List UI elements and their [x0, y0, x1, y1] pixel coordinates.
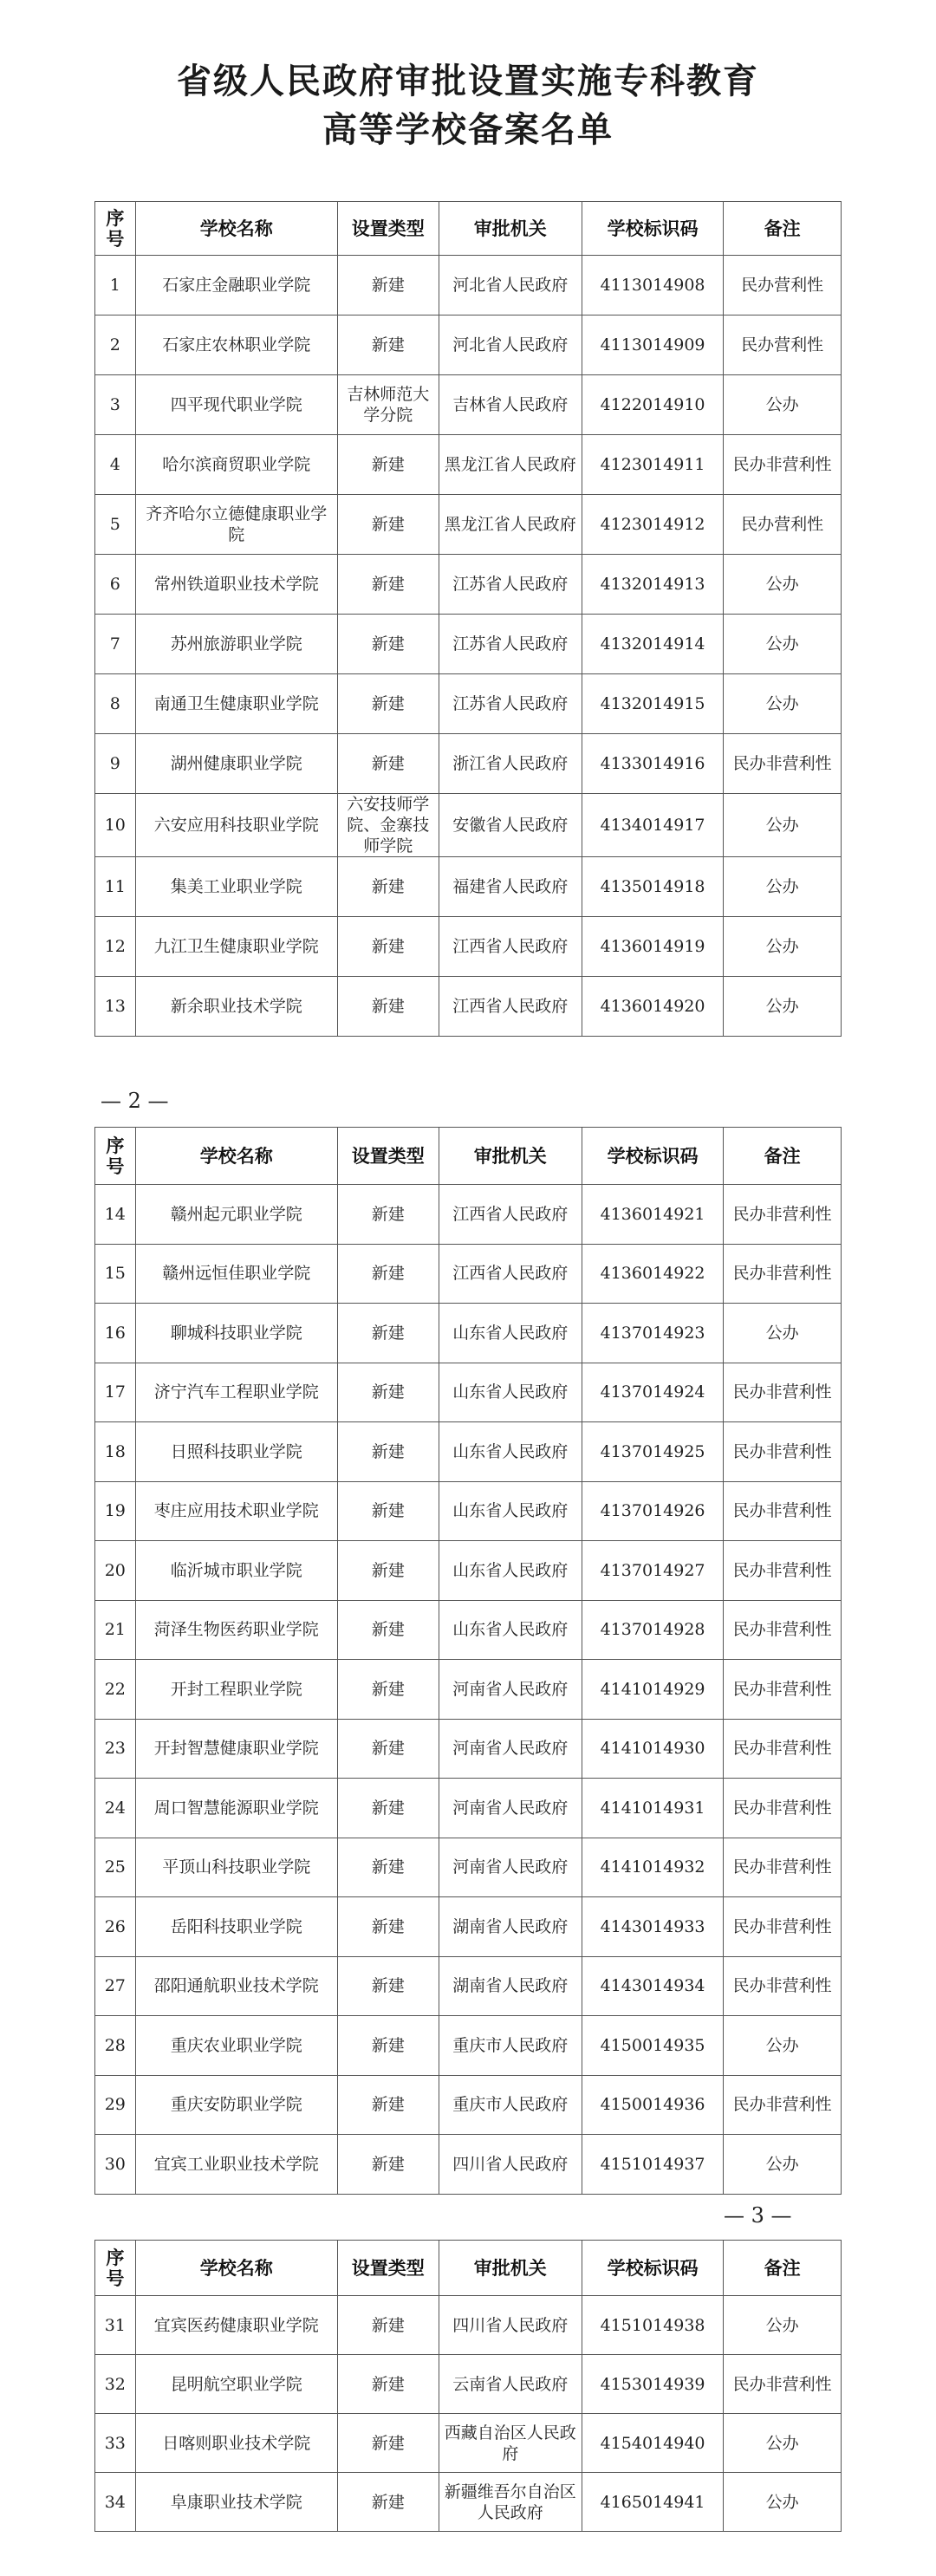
cell-approval-authority: 江西省人民政府 [439, 1185, 582, 1245]
cell-school-name: 六安应用科技职业学院 [135, 794, 337, 857]
table-header [95, 2241, 842, 2296]
header-type: 设置类型 [337, 202, 439, 256]
cell-school-code: 4137014927 [582, 1541, 723, 1601]
cell-school-code: 4143014933 [582, 1897, 723, 1957]
header-code: 学校标识码 [582, 202, 723, 256]
school-table-page-3 [94, 2240, 842, 2532]
header-code: 学校标识码 [582, 1128, 723, 1185]
cell-seq: 7 [95, 615, 136, 674]
cell-school-name: 临沂城市职业学院 [135, 1541, 337, 1601]
table-row [95, 1304, 842, 1363]
table-row [95, 2135, 842, 2195]
cell-seq: 23 [95, 1719, 136, 1779]
cell-seq: 25 [95, 1838, 136, 1897]
cell-approval-authority: 西藏自治区人民政府 [439, 2414, 582, 2473]
cell-setup-type: 新建 [337, 674, 439, 734]
cell-school-code: 4135014918 [582, 857, 723, 917]
cell-approval-authority: 山东省人民政府 [439, 1422, 582, 1482]
page-number-3: — 3 — [724, 2203, 792, 2228]
cell-approval-authority: 江西省人民政府 [439, 917, 582, 977]
cell-setup-type: 新建 [337, 857, 439, 917]
cell-remark: 民办非营利性 [724, 1481, 842, 1541]
cell-remark: 民办非营利性 [724, 1185, 842, 1245]
document-title-line1: 省级人民政府审批设置实施专科教育 [177, 62, 759, 101]
cell-approval-authority: 江苏省人民政府 [439, 555, 582, 615]
cell-remark: 公办 [724, 794, 842, 857]
table-row [95, 734, 842, 794]
cell-seq: 29 [95, 2075, 136, 2135]
cell-remark: 民办非营利性 [724, 1600, 842, 1660]
cell-school-name: 阜康职业技术学院 [135, 2473, 337, 2532]
cell-setup-type: 新建 [337, 2016, 439, 2076]
table-row [95, 2414, 842, 2473]
cell-remark: 民办营利性 [724, 495, 842, 555]
table-row [95, 1363, 842, 1422]
cell-school-name: 新余职业技术学院 [135, 977, 337, 1037]
cell-school-name: 常州铁道职业技术学院 [135, 555, 337, 615]
cell-setup-type: 新建 [337, 1838, 439, 1897]
cell-remark: 民办非营利性 [724, 1897, 842, 1957]
cell-seq: 1 [95, 256, 136, 315]
cell-school-name: 集美工业职业学院 [135, 857, 337, 917]
cell-school-code: 4141014929 [582, 1660, 723, 1720]
cell-approval-authority: 重庆市人民政府 [439, 2016, 582, 2076]
cell-school-code: 4150014935 [582, 2016, 723, 2076]
cell-seq: 31 [95, 2296, 136, 2355]
table-row [95, 315, 842, 375]
cell-setup-type: 新建 [337, 435, 439, 495]
header-code: 学校标识码 [582, 2241, 723, 2296]
table-row [95, 1244, 842, 1304]
cell-seq: 22 [95, 1660, 136, 1720]
cell-school-name: 日照科技职业学院 [135, 1422, 337, 1482]
table-row [95, 495, 842, 555]
table-row [95, 2075, 842, 2135]
cell-seq: 12 [95, 917, 136, 977]
cell-remark: 公办 [724, 2414, 842, 2473]
cell-school-code: 4134014917 [582, 794, 723, 857]
cell-approval-authority: 新疆维吾尔自治区人民政府 [439, 2473, 582, 2532]
cell-approval-authority: 浙江省人民政府 [439, 734, 582, 794]
cell-setup-type: 新建 [337, 2355, 439, 2414]
cell-school-name: 枣庄应用技术职业学院 [135, 1481, 337, 1541]
cell-school-name: 昆明航空职业学院 [135, 2355, 337, 2414]
cell-seq: 27 [95, 1956, 136, 2016]
cell-school-name: 重庆农业职业学院 [135, 2016, 337, 2076]
cell-seq: 4 [95, 435, 136, 495]
cell-school-name: 南通卫生健康职业学院 [135, 674, 337, 734]
table-row [95, 375, 842, 435]
cell-setup-type: 新建 [337, 1660, 439, 1720]
cell-setup-type: 新建 [337, 495, 439, 555]
cell-school-name: 石家庄金融职业学院 [135, 256, 337, 315]
cell-school-name: 宜宾医药健康职业学院 [135, 2296, 337, 2355]
header-name: 学校名称 [135, 1128, 337, 1185]
cell-school-code: 4153014939 [582, 2355, 723, 2414]
table-row [95, 256, 842, 315]
document-title-line2: 高等学校备案名单 [322, 110, 614, 150]
cell-school-name: 九江卫生健康职业学院 [135, 917, 337, 977]
cell-seq: 6 [95, 555, 136, 615]
cell-approval-authority: 江苏省人民政府 [439, 674, 582, 734]
cell-school-code: 4136014921 [582, 1185, 723, 1245]
cell-setup-type: 新建 [337, 977, 439, 1037]
table-row [95, 2296, 842, 2355]
school-table-page-2 [94, 1127, 842, 2195]
cell-setup-type: 新建 [337, 1244, 439, 1304]
table-row [95, 674, 842, 734]
cell-setup-type: 六安技师学院、金寨技师学院 [337, 794, 439, 857]
cell-approval-authority: 江苏省人民政府 [439, 615, 582, 674]
cell-setup-type: 新建 [337, 2296, 439, 2355]
cell-seq: 18 [95, 1422, 136, 1482]
cell-approval-authority: 河北省人民政府 [439, 256, 582, 315]
cell-approval-authority: 山东省人民政府 [439, 1600, 582, 1660]
cell-remark: 公办 [724, 2473, 842, 2532]
header-seq: 序号 [95, 1128, 136, 1185]
cell-setup-type: 新建 [337, 734, 439, 794]
cell-remark: 民办非营利性 [724, 1363, 842, 1422]
cell-school-code: 4137014926 [582, 1481, 723, 1541]
cell-school-name: 宜宾工业职业技术学院 [135, 2135, 337, 2195]
cell-school-code: 4123014911 [582, 435, 723, 495]
table-row [95, 1600, 842, 1660]
table-row [95, 1719, 842, 1779]
cell-seq: 10 [95, 794, 136, 857]
cell-school-code: 4132014915 [582, 674, 723, 734]
cell-remark: 民办非营利性 [724, 1244, 842, 1304]
cell-remark: 民办非营利性 [724, 1660, 842, 1720]
school-table-page-1 [94, 201, 842, 1037]
cell-school-name: 周口智慧能源职业学院 [135, 1779, 337, 1838]
cell-approval-authority: 河南省人民政府 [439, 1660, 582, 1720]
cell-setup-type: 新建 [337, 1541, 439, 1601]
cell-school-code: 4151014937 [582, 2135, 723, 2195]
cell-approval-authority: 黑龙江省人民政府 [439, 435, 582, 495]
table-row [95, 1660, 842, 1720]
cell-setup-type: 新建 [337, 256, 439, 315]
cell-seq: 16 [95, 1304, 136, 1363]
table-header [95, 1128, 842, 1185]
cell-seq: 28 [95, 2016, 136, 2076]
cell-school-code: 4113014909 [582, 315, 723, 375]
header-remark: 备注 [724, 2241, 842, 2296]
cell-school-code: 4113014908 [582, 256, 723, 315]
table-row [95, 794, 842, 857]
cell-setup-type: 新建 [337, 2075, 439, 2135]
header-type: 设置类型 [337, 1128, 439, 1185]
cell-school-name: 平顶山科技职业学院 [135, 1838, 337, 1897]
cell-remark: 民办非营利性 [724, 1956, 842, 2016]
cell-school-name: 菏泽生物医药职业学院 [135, 1600, 337, 1660]
cell-school-name: 重庆安防职业学院 [135, 2075, 337, 2135]
cell-seq: 11 [95, 857, 136, 917]
header-remark: 备注 [724, 202, 842, 256]
header-name: 学校名称 [135, 2241, 337, 2296]
cell-school-code: 4132014913 [582, 555, 723, 615]
cell-approval-authority: 福建省人民政府 [439, 857, 582, 917]
cell-approval-authority: 山东省人民政府 [439, 1363, 582, 1422]
cell-school-code: 4137014925 [582, 1422, 723, 1482]
cell-seq: 5 [95, 495, 136, 555]
cell-approval-authority: 江西省人民政府 [439, 1244, 582, 1304]
cell-seq: 14 [95, 1185, 136, 1245]
cell-setup-type: 新建 [337, 1956, 439, 2016]
cell-school-code: 4141014931 [582, 1779, 723, 1838]
cell-remark: 民办非营利性 [724, 1838, 842, 1897]
table-row [95, 2016, 842, 2076]
cell-approval-authority: 河南省人民政府 [439, 1779, 582, 1838]
cell-remark: 民办非营利性 [724, 2075, 842, 2135]
cell-setup-type: 新建 [337, 1422, 439, 1482]
cell-school-code: 4136014920 [582, 977, 723, 1037]
cell-school-name: 开封智慧健康职业学院 [135, 1719, 337, 1779]
cell-school-code: 4154014940 [582, 2414, 723, 2473]
cell-school-name: 四平现代职业学院 [135, 375, 337, 435]
cell-setup-type: 新建 [337, 2135, 439, 2195]
cell-school-code: 4143014934 [582, 1956, 723, 2016]
cell-seq: 3 [95, 375, 136, 435]
cell-school-name: 湖州健康职业学院 [135, 734, 337, 794]
cell-approval-authority: 四川省人民政府 [439, 2135, 582, 2195]
cell-remark: 公办 [724, 1304, 842, 1363]
table-row [95, 1541, 842, 1601]
header-authority: 审批机关 [439, 1128, 582, 1185]
cell-approval-authority: 河北省人民政府 [439, 315, 582, 375]
cell-approval-authority: 四川省人民政府 [439, 2296, 582, 2355]
cell-school-name: 邵阳通航职业技术学院 [135, 1956, 337, 2016]
cell-setup-type: 新建 [337, 1779, 439, 1838]
cell-setup-type: 新建 [337, 2473, 439, 2532]
table-row [95, 1779, 842, 1838]
cell-school-name: 聊城科技职业学院 [135, 1304, 337, 1363]
cell-school-code: 4123014912 [582, 495, 723, 555]
cell-school-code: 4150014936 [582, 2075, 723, 2135]
cell-seq: 26 [95, 1897, 136, 1957]
cell-school-name: 哈尔滨商贸职业学院 [135, 435, 337, 495]
table-row [95, 917, 842, 977]
cell-approval-authority: 安徽省人民政府 [439, 794, 582, 857]
cell-seq: 30 [95, 2135, 136, 2195]
cell-school-code: 4122014910 [582, 375, 723, 435]
cell-seq: 13 [95, 977, 136, 1037]
cell-remark: 公办 [724, 375, 842, 435]
cell-setup-type: 新建 [337, 1719, 439, 1779]
header-type: 设置类型 [337, 2241, 439, 2296]
cell-setup-type: 吉林师范大学分院 [337, 375, 439, 435]
cell-school-name: 赣州起元职业学院 [135, 1185, 337, 1245]
cell-seq: 33 [95, 2414, 136, 2473]
cell-remark: 公办 [724, 2135, 842, 2195]
cell-setup-type: 新建 [337, 555, 439, 615]
cell-school-code: 4137014923 [582, 1304, 723, 1363]
header-authority: 审批机关 [439, 202, 582, 256]
table-header [95, 202, 842, 256]
cell-setup-type: 新建 [337, 2414, 439, 2473]
table-row [95, 1897, 842, 1957]
cell-setup-type: 新建 [337, 1600, 439, 1660]
table-row [95, 1185, 842, 1245]
cell-school-code: 4133014916 [582, 734, 723, 794]
table-row [95, 2355, 842, 2414]
cell-remark: 民办非营利性 [724, 1779, 842, 1838]
table-row [95, 1422, 842, 1482]
cell-remark: 民办非营利性 [724, 734, 842, 794]
cell-setup-type: 新建 [337, 1304, 439, 1363]
cell-school-code: 4136014919 [582, 917, 723, 977]
cell-remark: 民办非营利性 [724, 2355, 842, 2414]
cell-school-code: 4137014928 [582, 1600, 723, 1660]
cell-seq: 8 [95, 674, 136, 734]
cell-school-code: 4136014922 [582, 1244, 723, 1304]
cell-setup-type: 新建 [337, 1363, 439, 1422]
table-row [95, 977, 842, 1037]
cell-remark: 民办营利性 [724, 315, 842, 375]
header-seq: 序号 [95, 2241, 136, 2296]
cell-school-name: 苏州旅游职业学院 [135, 615, 337, 674]
cell-setup-type: 新建 [337, 315, 439, 375]
cell-approval-authority: 云南省人民政府 [439, 2355, 582, 2414]
cell-seq: 34 [95, 2473, 136, 2532]
cell-approval-authority: 湖南省人民政府 [439, 1956, 582, 2016]
cell-school-name: 岳阳科技职业学院 [135, 1897, 337, 1957]
cell-remark: 民办非营利性 [724, 1541, 842, 1601]
cell-school-name: 开封工程职业学院 [135, 1660, 337, 1720]
cell-school-name: 齐齐哈尔立德健康职业学院 [135, 495, 337, 555]
cell-remark: 民办营利性 [724, 256, 842, 315]
cell-school-code: 4141014930 [582, 1719, 723, 1779]
cell-approval-authority: 湖南省人民政府 [439, 1897, 582, 1957]
cell-remark: 民办非营利性 [724, 435, 842, 495]
cell-school-name: 石家庄农林职业学院 [135, 315, 337, 375]
cell-seq: 19 [95, 1481, 136, 1541]
cell-approval-authority: 重庆市人民政府 [439, 2075, 582, 2135]
table-row [95, 615, 842, 674]
page-number-2: — 2 — [101, 1089, 169, 1113]
cell-approval-authority: 山东省人民政府 [439, 1304, 582, 1363]
header-seq: 序号 [95, 202, 136, 256]
cell-remark: 公办 [724, 977, 842, 1037]
cell-remark: 公办 [724, 857, 842, 917]
cell-approval-authority: 黑龙江省人民政府 [439, 495, 582, 555]
cell-school-code: 4137014924 [582, 1363, 723, 1422]
cell-seq: 9 [95, 734, 136, 794]
cell-seq: 24 [95, 1779, 136, 1838]
header-authority: 审批机关 [439, 2241, 582, 2296]
cell-remark: 公办 [724, 2016, 842, 2076]
cell-seq: 15 [95, 1244, 136, 1304]
cell-setup-type: 新建 [337, 1897, 439, 1957]
table-row [95, 435, 842, 495]
cell-remark: 公办 [724, 674, 842, 734]
table-row [95, 1838, 842, 1897]
cell-school-code: 4151014938 [582, 2296, 723, 2355]
cell-remark: 公办 [724, 2296, 842, 2355]
table-row [95, 857, 842, 917]
cell-approval-authority: 吉林省人民政府 [439, 375, 582, 435]
cell-approval-authority: 河南省人民政府 [439, 1719, 582, 1779]
cell-setup-type: 新建 [337, 917, 439, 977]
cell-setup-type: 新建 [337, 1185, 439, 1245]
cell-approval-authority: 山东省人民政府 [439, 1541, 582, 1601]
cell-seq: 17 [95, 1363, 136, 1422]
cell-school-name: 济宁汽车工程职业学院 [135, 1363, 337, 1422]
cell-seq: 20 [95, 1541, 136, 1601]
cell-setup-type: 新建 [337, 1481, 439, 1541]
cell-seq: 32 [95, 2355, 136, 2414]
cell-school-code: 4165014941 [582, 2473, 723, 2532]
table-row [95, 1481, 842, 1541]
header-remark: 备注 [724, 1128, 842, 1185]
cell-school-name: 日喀则职业技术学院 [135, 2414, 337, 2473]
cell-remark: 民办非营利性 [724, 1719, 842, 1779]
cell-remark: 公办 [724, 917, 842, 977]
cell-school-name: 赣州远恒佳职业学院 [135, 1244, 337, 1304]
cell-seq: 21 [95, 1600, 136, 1660]
table-row [95, 1956, 842, 2016]
table-row [95, 555, 842, 615]
cell-school-code: 4132014914 [582, 615, 723, 674]
cell-approval-authority: 山东省人民政府 [439, 1481, 582, 1541]
cell-seq: 2 [95, 315, 136, 375]
table-row [95, 2473, 842, 2532]
cell-setup-type: 新建 [337, 615, 439, 674]
cell-remark: 公办 [724, 615, 842, 674]
cell-remark: 民办非营利性 [724, 1422, 842, 1482]
cell-remark: 公办 [724, 555, 842, 615]
header-name: 学校名称 [135, 202, 337, 256]
cell-approval-authority: 河南省人民政府 [439, 1838, 582, 1897]
cell-approval-authority: 江西省人民政府 [439, 977, 582, 1037]
cell-school-code: 4141014932 [582, 1838, 723, 1897]
